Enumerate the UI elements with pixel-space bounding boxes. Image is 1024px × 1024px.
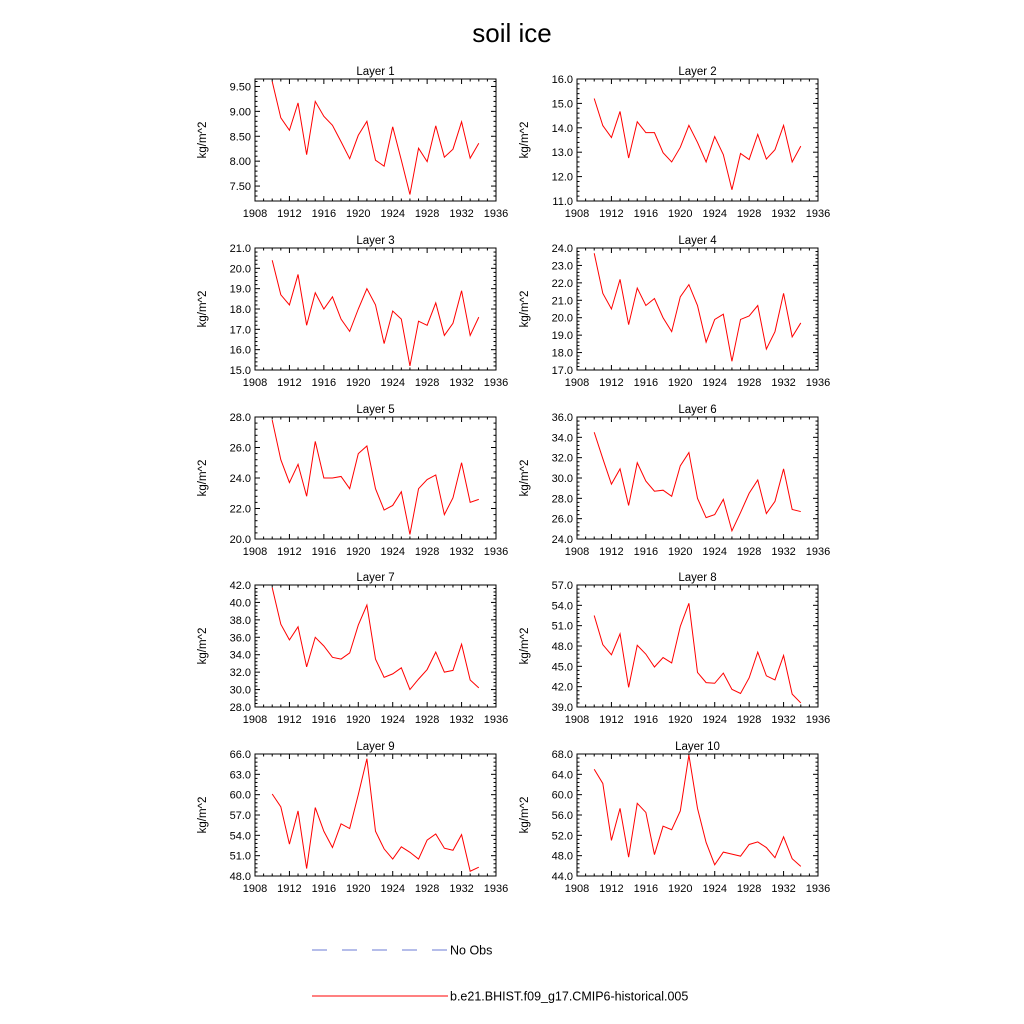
x-tick-label: 1912 [599, 714, 624, 726]
series-line [594, 603, 801, 703]
x-tick-label: 1924 [380, 208, 405, 220]
x-tick-label: 1936 [483, 377, 509, 389]
x-tick-label: 1936 [805, 714, 831, 726]
x-tick-label: 1932 [449, 208, 474, 220]
y-tick-label: 60.0 [229, 789, 251, 802]
y-tick-label: 28.0 [229, 702, 251, 714]
y-tick-label: 8.00 [229, 156, 251, 169]
x-tick-label: 1908 [564, 714, 590, 726]
x-tick-label: 1928 [736, 714, 762, 726]
x-tick-label: 1920 [346, 714, 371, 726]
y-tick-label: 44.0 [551, 871, 573, 883]
x-tick-label: 1932 [449, 546, 474, 558]
chart-panel [197, 572, 508, 726]
x-tick-label: 1916 [633, 208, 659, 220]
y-tick-label: 14.0 [551, 122, 573, 135]
x-tick-label: 1912 [277, 714, 302, 726]
x-tick-label: 1924 [702, 883, 727, 895]
y-tick-label: 28.0 [551, 493, 573, 506]
plot-frame [577, 248, 818, 370]
y-tick-label: 20.0 [229, 263, 251, 276]
x-tick-label: 1932 [771, 208, 796, 220]
panel-title: Layer 3 [356, 235, 395, 247]
y-tick-label: 28.0 [229, 412, 251, 424]
panel-title: Layer 6 [678, 404, 717, 416]
y-tick-label: 24.0 [229, 473, 251, 485]
series-line [594, 755, 801, 866]
x-tick-label: 1936 [483, 883, 509, 895]
x-tick-label: 1912 [599, 208, 624, 220]
y-tick-label: 38.0 [229, 614, 251, 627]
x-tick-label: 1912 [277, 208, 302, 220]
y-axis-label: kg/m^2 [519, 627, 531, 665]
y-tick-label: 40.0 [229, 597, 251, 610]
y-axis-label: kg/m^2 [197, 121, 209, 159]
series-line [272, 759, 479, 872]
plot-frame [577, 585, 818, 707]
x-tick-label: 1920 [668, 208, 693, 220]
y-tick-label: 48.0 [551, 641, 573, 653]
x-tick-label: 1908 [564, 883, 590, 895]
y-axis-label: kg/m^2 [197, 796, 209, 834]
y-tick-label: 13.0 [551, 147, 573, 160]
chart-panel [519, 66, 830, 220]
y-tick-label: 45.0 [551, 661, 573, 674]
y-tick-label: 20.0 [229, 534, 251, 546]
y-tick-label: 22.0 [551, 277, 573, 290]
y-tick-label: 30.0 [551, 473, 573, 485]
y-tick-label: 15.0 [229, 365, 251, 377]
x-tick-label: 1912 [277, 546, 302, 558]
x-tick-label: 1916 [633, 546, 659, 558]
x-tick-label: 1908 [242, 546, 268, 558]
x-tick-label: 1924 [380, 714, 405, 726]
y-tick-label: 20.0 [551, 312, 573, 325]
y-tick-label: 26.0 [551, 513, 573, 526]
plot-frame [255, 754, 496, 876]
x-tick-label: 1928 [414, 714, 440, 726]
x-tick-label: 1908 [242, 714, 268, 726]
x-tick-label: 1916 [311, 377, 337, 389]
x-tick-label: 1920 [346, 377, 371, 389]
x-tick-label: 1928 [736, 377, 762, 389]
y-tick-label: 51.0 [551, 620, 573, 633]
x-tick-label: 1924 [380, 377, 405, 389]
y-tick-label: 17.0 [551, 365, 573, 377]
y-tick-label: 56.0 [551, 810, 573, 822]
x-tick-label: 1912 [277, 377, 302, 389]
legend [312, 944, 688, 1004]
x-tick-label: 1920 [346, 208, 371, 220]
x-tick-label: 1928 [414, 208, 440, 220]
panels-group [197, 66, 830, 895]
y-axis-label: kg/m^2 [519, 459, 531, 497]
panel-title: Layer 4 [678, 235, 717, 247]
series-line [272, 588, 479, 690]
panel-title: Layer 1 [356, 66, 395, 78]
y-tick-label: 18.0 [551, 347, 573, 360]
panel-title: Layer 9 [356, 741, 395, 753]
y-axis-label: kg/m^2 [197, 627, 209, 665]
x-tick-label: 1912 [599, 883, 624, 895]
x-tick-label: 1936 [805, 883, 831, 895]
y-tick-label: 26.0 [229, 442, 251, 455]
chart-panel [519, 572, 830, 726]
y-tick-label: 23.0 [551, 260, 573, 273]
panel-title: Layer 7 [356, 572, 395, 584]
x-tick-label: 1924 [380, 883, 405, 895]
y-tick-label: 19.0 [229, 283, 251, 296]
y-tick-label: 18.0 [229, 304, 251, 316]
x-tick-label: 1916 [633, 883, 659, 895]
legend-label-no-obs: No Obs [450, 943, 493, 958]
y-tick-label: 34.0 [551, 432, 573, 445]
y-tick-label: 51.0 [229, 850, 251, 863]
chart-panel [197, 66, 508, 220]
y-tick-label: 16.0 [551, 74, 573, 86]
x-tick-label: 1908 [242, 208, 268, 220]
y-tick-label: 52.0 [551, 830, 573, 843]
x-tick-label: 1936 [483, 546, 509, 558]
x-tick-label: 1908 [564, 208, 590, 220]
x-tick-label: 1936 [483, 208, 509, 220]
plot-frame [577, 417, 818, 539]
y-tick-label: 7.50 [229, 181, 251, 194]
series-line [272, 81, 479, 194]
x-tick-label: 1928 [736, 208, 762, 220]
y-tick-label: 16.0 [229, 344, 251, 357]
y-tick-label: 48.0 [229, 871, 251, 883]
series-line [594, 432, 801, 531]
y-tick-label: 8.50 [229, 131, 251, 144]
x-tick-label: 1932 [771, 714, 796, 726]
chart-panel [197, 404, 508, 558]
y-tick-label: 30.0 [229, 684, 251, 697]
y-tick-label: 9.50 [229, 81, 251, 94]
y-tick-label: 42.0 [229, 580, 251, 592]
series-line [272, 420, 479, 534]
x-tick-label: 1928 [414, 546, 440, 558]
y-axis-label: kg/m^2 [519, 796, 531, 834]
x-tick-label: 1932 [449, 883, 474, 895]
panel-title: Layer 10 [675, 741, 720, 753]
x-tick-label: 1920 [668, 883, 693, 895]
series-line [594, 99, 801, 190]
x-tick-label: 1936 [805, 546, 831, 558]
y-tick-label: 64.0 [551, 769, 573, 782]
y-tick-label: 17.0 [229, 324, 251, 337]
x-tick-label: 1920 [668, 714, 693, 726]
y-tick-label: 57.0 [229, 810, 251, 822]
x-tick-label: 1924 [702, 208, 727, 220]
legend-label-model: b.e21.BHIST.f09_g17.CMIP6-historical.005 [450, 989, 689, 1004]
x-tick-label: 1924 [702, 714, 727, 726]
y-tick-label: 9.00 [229, 106, 251, 119]
x-tick-label: 1912 [277, 883, 302, 895]
x-tick-label: 1912 [599, 546, 624, 558]
plot-frame [255, 79, 496, 201]
y-tick-label: 39.0 [551, 702, 573, 714]
chart-panel [197, 235, 508, 389]
x-tick-label: 1924 [702, 377, 727, 389]
plot-frame [577, 79, 818, 201]
y-tick-label: 68.0 [551, 749, 573, 761]
chart-panel [197, 741, 508, 895]
x-tick-label: 1916 [311, 546, 337, 558]
x-tick-label: 1916 [311, 208, 337, 220]
series-line [272, 260, 479, 366]
series-line [594, 253, 801, 361]
plot-frame [577, 754, 818, 876]
x-tick-label: 1908 [242, 377, 268, 389]
x-tick-label: 1932 [771, 377, 796, 389]
x-tick-label: 1916 [633, 377, 659, 389]
panel-title: Layer 2 [678, 66, 717, 78]
y-tick-label: 11.0 [552, 196, 573, 208]
y-tick-label: 21.0 [229, 243, 251, 255]
chart-panel [519, 235, 830, 389]
x-tick-label: 1916 [633, 714, 659, 726]
figure-title: soil ice [472, 18, 552, 48]
y-tick-label: 24.0 [551, 243, 573, 255]
y-tick-label: 15.0 [551, 98, 573, 111]
y-axis-label: kg/m^2 [197, 459, 209, 497]
x-tick-label: 1916 [311, 883, 337, 895]
y-tick-label: 66.0 [229, 749, 251, 761]
y-axis-label: kg/m^2 [519, 121, 531, 159]
x-tick-label: 1932 [771, 883, 796, 895]
y-tick-label: 24.0 [551, 534, 573, 546]
x-tick-label: 1928 [414, 377, 440, 389]
x-tick-label: 1908 [564, 546, 590, 558]
x-tick-label: 1936 [805, 208, 831, 220]
x-tick-label: 1924 [380, 546, 405, 558]
x-tick-label: 1932 [449, 377, 474, 389]
y-tick-label: 22.0 [229, 503, 251, 516]
x-tick-label: 1916 [311, 714, 337, 726]
y-tick-label: 36.0 [229, 632, 251, 645]
x-tick-label: 1928 [736, 546, 762, 558]
y-tick-label: 32.0 [551, 452, 573, 465]
panel-title: Layer 5 [356, 404, 395, 416]
x-tick-label: 1920 [346, 546, 371, 558]
x-tick-label: 1928 [736, 883, 762, 895]
x-tick-label: 1908 [564, 377, 590, 389]
panel-title: Layer 8 [678, 572, 717, 584]
x-tick-label: 1920 [668, 546, 693, 558]
y-tick-label: 36.0 [551, 412, 573, 424]
x-tick-label: 1932 [771, 546, 796, 558]
y-tick-label: 54.0 [229, 830, 251, 843]
y-tick-label: 42.0 [551, 681, 573, 694]
y-tick-label: 32.0 [229, 667, 251, 680]
x-tick-label: 1936 [483, 714, 509, 726]
x-tick-label: 1932 [449, 714, 474, 726]
x-tick-label: 1912 [599, 377, 624, 389]
y-tick-label: 21.0 [551, 295, 573, 308]
plot-frame [255, 585, 496, 707]
x-tick-label: 1936 [805, 377, 831, 389]
y-tick-label: 57.0 [551, 580, 573, 592]
y-tick-label: 12.0 [551, 171, 573, 184]
y-tick-label: 34.0 [229, 649, 251, 662]
y-tick-label: 54.0 [551, 600, 573, 613]
chart-panel [519, 741, 830, 895]
x-tick-label: 1920 [668, 377, 693, 389]
x-tick-label: 1928 [414, 883, 440, 895]
x-tick-label: 1908 [242, 883, 268, 895]
y-tick-label: 48.0 [551, 850, 573, 863]
y-tick-label: 63.0 [229, 769, 251, 782]
y-axis-label: kg/m^2 [519, 290, 531, 328]
plot-frame [255, 248, 496, 370]
y-axis-label: kg/m^2 [197, 290, 209, 328]
x-tick-label: 1924 [702, 546, 727, 558]
y-tick-label: 60.0 [551, 789, 573, 802]
chart-panel [519, 404, 830, 558]
y-tick-label: 19.0 [551, 330, 573, 343]
x-tick-label: 1920 [346, 883, 371, 895]
